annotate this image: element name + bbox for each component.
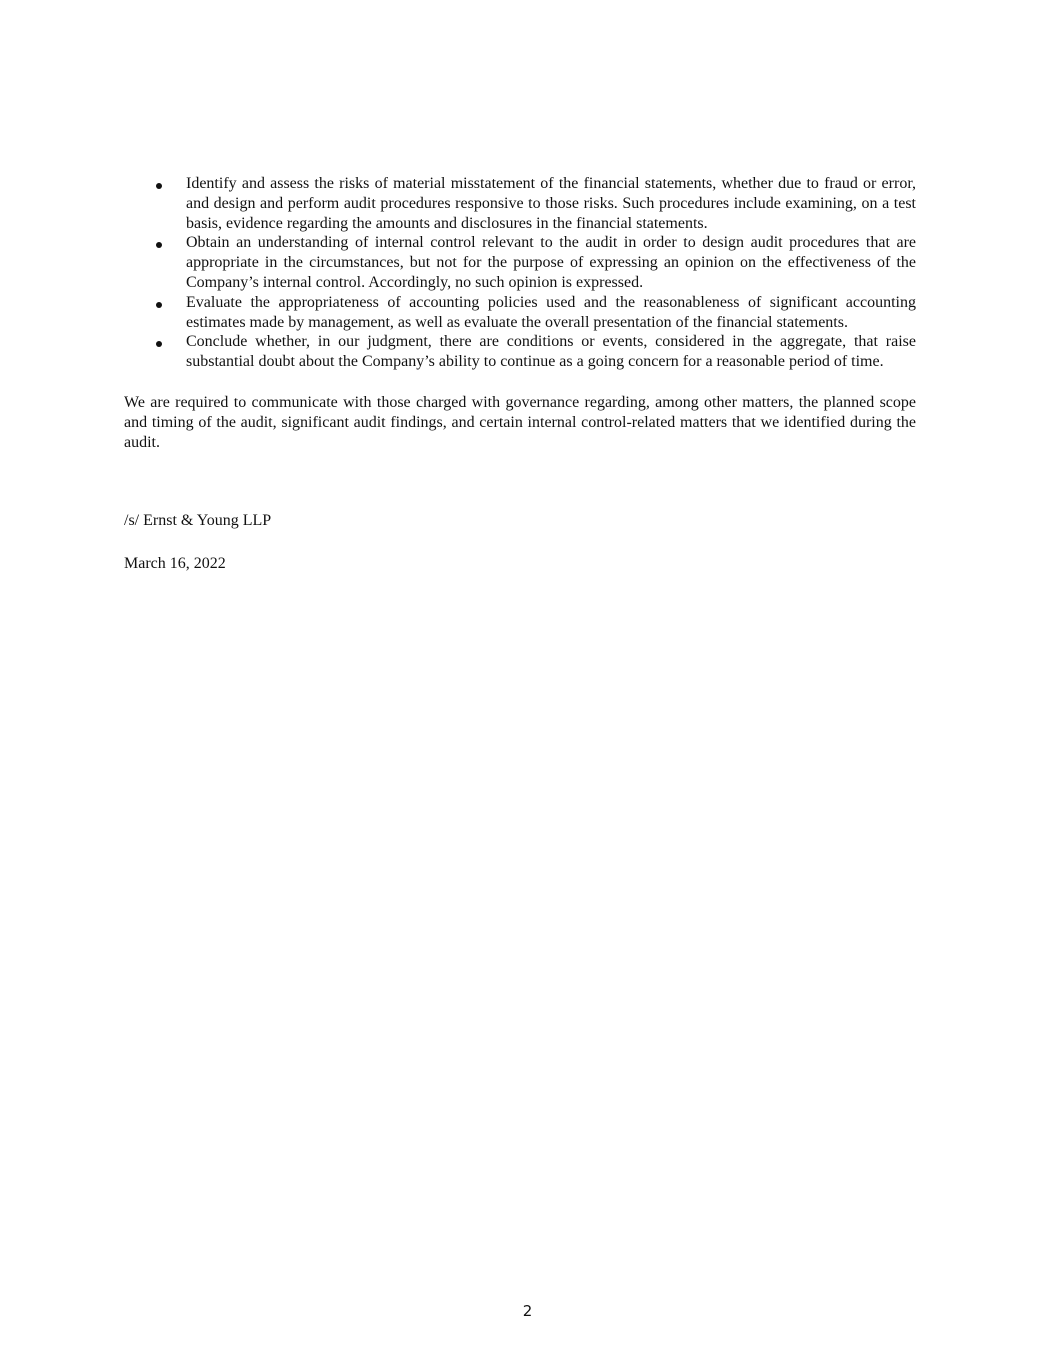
report-date: March 16, 2022 (124, 555, 226, 573)
page-number: 2 (522, 1302, 533, 1320)
list-item-text: Identify and assess the risks of material misstatement of the financial statements, whether due to fraud or error, and design and perform audit procedures responsive to those risks. Such procedures include examining, on a test basis, evidence regarding the amounts and disclosures in the financial statements. (186, 175, 916, 232)
list-item (124, 332, 916, 372)
bullet-icon (156, 341, 162, 347)
auditor-signature: /s/ Ernst & Young LLP (124, 512, 272, 530)
list-item-text: Conclude whether, in our judgment, there are conditions or events, considered in the aggregate, that raise substantial doubt about the Company’s ability to continue as a going concern for a reasonable period of time. (186, 333, 916, 371)
list-item-text: Evaluate the appropriateness of accounting policies used and the reasonableness of significant accounting estimates made by management, as well as evaluate the overall presentation of the financial statements. (186, 293, 916, 331)
list-item (124, 293, 916, 333)
page-content (124, 174, 916, 574)
bullet-icon (156, 302, 162, 308)
audit-procedures-list (124, 174, 916, 372)
bullet-icon (156, 183, 162, 189)
list-item (124, 174, 916, 233)
bullet-icon (156, 242, 162, 248)
list-item-text: Obtain an understanding of internal control relevant to the audit in order to design audit procedures that are appropriate in the circumstances, but not for the purpose of expressing an opinion on the effectiveness of the Company’s internal control. Accordingly, no such opinion is expressed. (186, 234, 916, 291)
governance-paragraph: We are required to communicate with those charged with governance regarding, among other matters, the planned scope and timing of the audit, significant audit findings, and certain internal control-related matters that we identified during the audit. (124, 393, 916, 451)
list-item (124, 233, 916, 292)
